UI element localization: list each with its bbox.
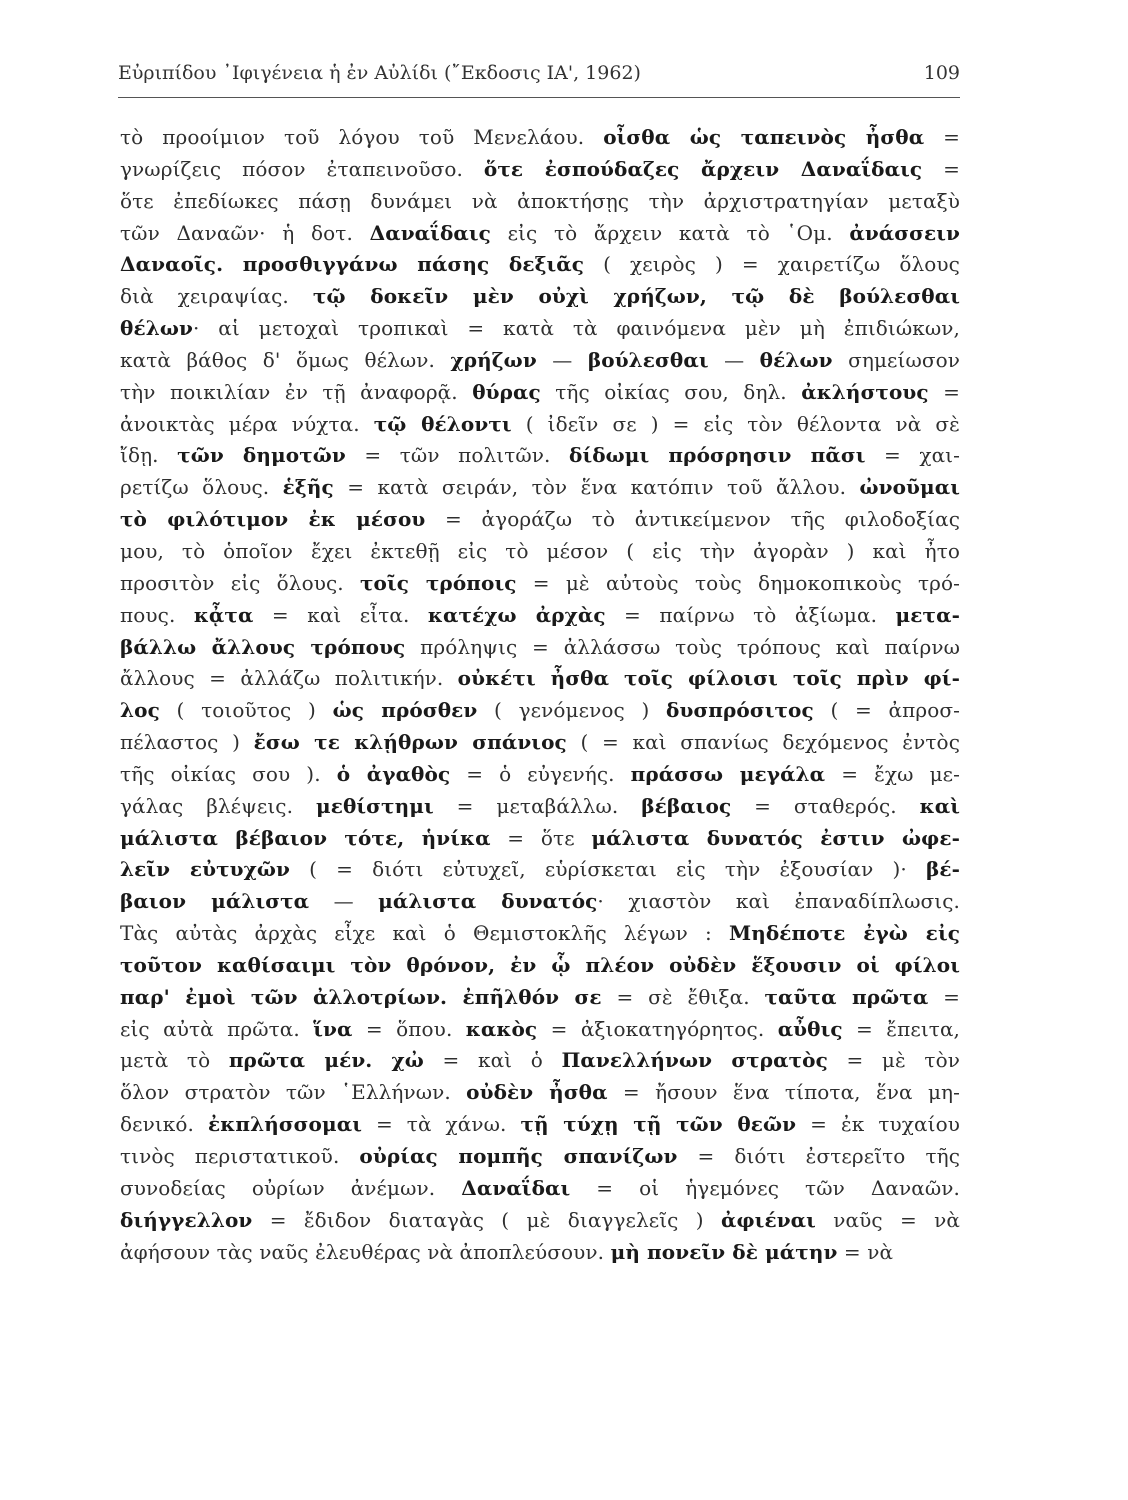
- lemma-term: διήγγελλον: [120, 1207, 253, 1232]
- lemma-term: ἀφιέναι: [720, 1207, 816, 1232]
- gloss-text: = ἔχω με-: [825, 761, 960, 786]
- lemma-term: Δαναοῖς. προσθιγγάνω πάσης δεξιᾶς: [120, 252, 585, 277]
- lemma-term: δίδωμι πρόσρησιν πᾶσι: [569, 443, 866, 468]
- lemma-term: ὅτε ἐσπούδαζες ἄρχειν Δαναΐδαις: [483, 156, 923, 181]
- lemma-term: τῶν δημοτῶν: [177, 443, 346, 468]
- gloss-text: ( = καὶ σπανίως δεχόμενος ἐντὸς: [566, 730, 960, 755]
- text-line: [120, 218, 960, 250]
- gloss-text: ( = ἀπροσ-: [813, 698, 960, 723]
- lemma-term: αὖθις: [777, 1016, 843, 1041]
- gloss-text: = ἀξιοκατηγόρητος.: [537, 1016, 778, 1041]
- lemma-term: τῷ θέλοντι: [373, 411, 512, 436]
- lemma-term: μάλιστα βέβαιον τότε, ἡνίκα: [120, 825, 491, 850]
- gloss-text: τῆς οἰκίας σου, δηλ.: [540, 379, 802, 404]
- text-line: [120, 122, 960, 154]
- text-line: [120, 950, 960, 982]
- lemma-term: ὠνοῦμαι: [859, 475, 960, 500]
- gloss-text: = μὲ αὐτοὺς τοὺς δημοκοπικοὺς τρό-: [516, 570, 960, 595]
- gloss-text: = οἱ ἡγεμόνες τῶν Δαναῶν.: [570, 1175, 960, 1200]
- gloss-text: =: [922, 156, 960, 181]
- lemma-term: βάλλω ἄλλους τρόπους: [120, 634, 406, 659]
- gloss-text: τῶν Δαναῶν· ἡ δοτ.: [120, 220, 370, 245]
- lemma-term: κακὸς: [465, 1016, 538, 1041]
- lemma-term: μὴ πονεῖν δὲ μάτην: [610, 1239, 838, 1264]
- text-line: [120, 1014, 960, 1046]
- gloss-text: = σὲ ἔθιξα.: [601, 984, 765, 1009]
- running-header: [118, 62, 960, 84]
- gloss-text: τῆς οἰκίας σου ).: [120, 761, 337, 786]
- gloss-text: σημείωσον: [832, 347, 960, 372]
- lemma-term: οὐκέτι ἦσθα τοῖς φίλοισι τοῖς πρὶν φί-: [457, 666, 960, 691]
- text-line: [120, 409, 960, 441]
- gloss-text: = ἐκ τυχαίου: [796, 1112, 960, 1137]
- gloss-text: ἀφήσουν τὰς ναῦς ἐλευθέρας νὰ ἀποπλεύσουν.: [120, 1239, 611, 1264]
- text-line: [120, 1173, 960, 1205]
- gloss-text: κατὰ βάθος δ' ὅμως θέλων.: [120, 347, 451, 372]
- gloss-text: γνωρίζεις πόσον ἐταπεινοῦσο.: [120, 156, 484, 181]
- text-line: [120, 568, 960, 600]
- text-line: [120, 695, 960, 727]
- gloss-text: ( χειρὸς ) = χαιρετίζω ὅλους: [584, 252, 960, 277]
- lemma-term: λεῖν εὐτυχῶν: [120, 857, 290, 882]
- lemma-term: θέλων: [120, 316, 193, 341]
- lemma-term: οὐρίας πομπῆς σπανίζων: [359, 1144, 678, 1168]
- header-rule: [118, 97, 960, 98]
- page-number: 109: [923, 62, 960, 84]
- gloss-text: γάλας βλέψεις.: [120, 793, 316, 818]
- lemma-term: μάλιστα δυνατός ἐστιν ὠφε-: [591, 825, 960, 850]
- text-line: [120, 504, 960, 536]
- lemma-term: ὡς πρόσθεν: [332, 698, 478, 723]
- gloss-text: ( γενόμενος ): [477, 698, 667, 723]
- lemma-term: ἑξῆς: [282, 475, 334, 500]
- gloss-text: πέλαστος ): [120, 730, 254, 755]
- gloss-text: = παίρνω τὸ ἀξίωμα.: [605, 602, 896, 627]
- lemma-term: πράσσω μεγάλα: [630, 761, 826, 786]
- gloss-text: ( = διότι εὐτυχεῖ, εὑρίσκεται εἰς τὴν ἐξουσίαν )·: [290, 857, 926, 882]
- gloss-text: διὰ χειραψίας.: [120, 284, 313, 309]
- gloss-text: =: [928, 984, 960, 1009]
- lemma-term: δυσπρόσιτος: [666, 698, 814, 723]
- lemma-term: βέβαιος: [641, 793, 732, 818]
- lemma-term: βέ-: [925, 857, 960, 882]
- lemma-term: ἀκλήστους: [801, 379, 929, 404]
- lemma-term: πρῶτα μέν. χὠ: [228, 1048, 424, 1073]
- lemma-term: κᾆτα: [193, 602, 254, 627]
- gloss-text: Τὰς αὐτὰς ἀρχὰς εἶχε καὶ ὁ Θεμιστοκλῆς λέγων :: [120, 921, 729, 946]
- gloss-text: = σταθερός.: [731, 793, 920, 818]
- text-line: [120, 345, 960, 377]
- gloss-text: = ἔδιδον διαταγὰς ( μὲ διαγγελεῖς ): [252, 1207, 721, 1232]
- gloss-text: —: [309, 889, 379, 914]
- gloss-text: = ὅπου.: [352, 1016, 466, 1041]
- lemma-term: μάλιστα δυνατός: [378, 889, 598, 914]
- text-line: [120, 1077, 960, 1109]
- text-line: [120, 886, 960, 918]
- gloss-text: = μὲ τὸν: [827, 1048, 960, 1073]
- lemma-term: τῇ τύχῃ τῇ τῶν θεῶν: [520, 1112, 797, 1137]
- gloss-text: προσιτὸν εἰς ὅλους.: [120, 570, 360, 595]
- text-line: [120, 249, 960, 281]
- lemma-term: ἔσω τε κλῄθρων σπάνιος: [253, 730, 567, 755]
- lemma-term: ἵνα: [313, 1016, 353, 1041]
- gloss-text: = ὅτε: [490, 825, 592, 850]
- text-line: [120, 759, 960, 791]
- text-line: [120, 854, 960, 886]
- gloss-text: —: [708, 347, 760, 372]
- commentary-text: [120, 122, 960, 1268]
- text-line: [120, 918, 960, 950]
- gloss-text: = διότι ἐστερεῖτο τῆς: [677, 1144, 960, 1168]
- text-line: [120, 536, 960, 568]
- gloss-text: = ὁ εὐγενής.: [450, 761, 631, 786]
- lemma-term: παρ' ἐμοὶ τῶν ἀλλοτρίων. ἐπῆλθόν σε: [120, 984, 602, 1009]
- gloss-text: = ἀγοράζω τὸ ἀντικείμενον τῆς φιλοδοξίας: [425, 507, 960, 532]
- gloss-text: · χιαστὸν καὶ ἐπαναδίπλωσις.: [597, 889, 960, 914]
- gloss-text: τὸ προοίμιον τοῦ λόγου τοῦ Μενελάου.: [120, 125, 604, 149]
- lemma-term: οἶσθα ὡς ταπεινὸς ἦσθα: [603, 125, 925, 149]
- text-line: [120, 1045, 960, 1077]
- text-line: [120, 313, 960, 345]
- text-line: [120, 281, 960, 313]
- text-line: [120, 472, 960, 504]
- gloss-text: ρετίζω ὅλους.: [120, 475, 283, 500]
- gloss-text: ἄλλους = ἀλλάζω πολιτικήν.: [120, 666, 458, 691]
- text-line: [120, 186, 960, 218]
- text-line: [120, 1237, 960, 1269]
- gloss-text: = καὶ ὁ: [423, 1048, 562, 1073]
- text-line: [120, 1109, 960, 1141]
- gloss-text: = χαι-: [865, 443, 960, 468]
- lemma-term: ἀνάσσειν: [849, 220, 960, 245]
- gloss-text: = ἤσουν ἕνα τίποτα, ἕνα μη-: [607, 1080, 960, 1105]
- gloss-text: τὴν ποικιλίαν ἐν τῇ ἀναφορᾷ.: [120, 379, 473, 404]
- lemma-term: τοῦτον καθίσαιμι τὸν θρόνον, ἐν ᾧ πλέον οὐδὲν ἕξουσιν οἱ φίλοι: [120, 952, 960, 977]
- gloss-text: = κατὰ σειράν, τὸν ἕνα κατόπιν τοῦ ἄλλου.: [333, 475, 860, 500]
- gloss-text: εἰς αὐτὰ πρῶτα.: [120, 1016, 314, 1041]
- lemma-term: ὁ ἀγαθὸς: [336, 761, 451, 786]
- gloss-text: εἰς τὸ ἄρχειν κατὰ τὸ ῾Ομ.: [490, 220, 850, 245]
- lemma-term: καὶ: [919, 793, 960, 818]
- lemma-term: λος: [120, 698, 160, 723]
- gloss-text: ( ἰδεῖν σε ) = εἰς τὸν θέλοντα νὰ σὲ: [511, 411, 960, 436]
- gloss-text: τινὸς περιστατικοῦ.: [120, 1144, 360, 1168]
- text-line: [120, 632, 960, 664]
- lemma-term: τὸ φιλότιμον ἐκ μέσου: [120, 507, 426, 532]
- gloss-text: ἴδῃ.: [120, 443, 178, 468]
- lemma-term: Πανελλήνων στρατὸς: [561, 1048, 828, 1073]
- lemma-term: οὐδὲν ἦσθα: [466, 1080, 608, 1105]
- gloss-text: πρόληψις = ἀλλάσσω τοὺς τρόπους καὶ παίρνω: [405, 634, 960, 659]
- gloss-text: ναῦς = νὰ: [815, 1207, 960, 1232]
- running-title: Εὐριπίδου ᾿Ιφιγένεια ἡ ἐν Αὐλίδι (῎Εκδοσις ΙΑ', 1962): [118, 62, 641, 84]
- gloss-text: ὅτε ἐπεδίωκες πάσῃ δυνάμει νὰ ἀποκτήσῃς τὴν ἀρχιστρατηγίαν μεταξὺ: [120, 188, 960, 213]
- lemma-term: βαιον μάλιστα: [120, 889, 310, 914]
- gloss-text: ἀνοικτὰς μέρα νύχτα.: [120, 411, 374, 436]
- gloss-text: =: [924, 125, 960, 149]
- gloss-text: = ἔπειτα,: [842, 1016, 960, 1041]
- gloss-text: = τὰ χάνω.: [361, 1112, 521, 1137]
- text-line: [120, 982, 960, 1014]
- lemma-term: μεθίστημι: [315, 793, 434, 818]
- lemma-term: Μηδέποτε ἐγὼ εἰς: [728, 921, 960, 946]
- lemma-term: ταῦτα πρῶτα: [764, 984, 929, 1009]
- text-line: [120, 791, 960, 823]
- text-line: [120, 663, 960, 695]
- gloss-text: πους.: [120, 602, 194, 627]
- text-line: [120, 823, 960, 855]
- lemma-term: τῷ δοκεῖν μὲν οὐχὶ χρήζων, τῷ δὲ βούλεσθαι: [312, 284, 960, 309]
- lemma-term: χρήζων: [450, 347, 537, 372]
- text-line: [120, 440, 960, 472]
- lemma-term: μετα-: [895, 602, 960, 627]
- lemma-term: κατέχω ἀρχὰς: [427, 602, 606, 627]
- gloss-text: = νὰ: [837, 1239, 894, 1264]
- lemma-term: Δαναΐδαις: [369, 220, 491, 245]
- gloss-text: συνοδείας οὐρίων ἀνέμων.: [120, 1175, 462, 1200]
- gloss-text: μετὰ τὸ: [120, 1048, 229, 1073]
- gloss-text: —: [536, 347, 588, 372]
- text-line: [120, 377, 960, 409]
- text-line: [120, 600, 960, 632]
- gloss-text: · αἱ μετοχαὶ τροπικαὶ = κατὰ τὰ φαινόμενα μὲν μὴ ἐπιδιώκων,: [192, 316, 960, 341]
- lemma-term: θύρας: [472, 379, 541, 404]
- gloss-text: = μεταβάλλω.: [433, 793, 642, 818]
- lemma-term: Δαναΐδαι: [461, 1175, 571, 1200]
- lemma-term: τοῖς τρόποις: [359, 570, 517, 595]
- text-line: [120, 727, 960, 759]
- gloss-text: =: [928, 379, 960, 404]
- gloss-text: δενικό.: [120, 1112, 208, 1137]
- text-line: [120, 154, 960, 186]
- lemma-term: θέλων: [759, 347, 833, 372]
- gloss-text: = τῶν πολιτῶν.: [345, 443, 569, 468]
- lemma-term: ἐκπλήσσομαι: [207, 1112, 362, 1137]
- gloss-text: ὅλον στρατὸν τῶν ῾Ελλήνων.: [120, 1080, 467, 1105]
- lemma-term: βούλεσθαι: [587, 347, 709, 372]
- text-line: [120, 1141, 960, 1173]
- gloss-text: ( τοιοῦτος ): [159, 698, 333, 723]
- text-line: [120, 1205, 960, 1237]
- gloss-text: μου, τὸ ὁποῖον ἔχει ἐκτεθῇ εἰς τὸ μέσον ( εἰς τὴν ἀγορὰν ) καὶ ἦτο: [120, 538, 960, 563]
- gloss-text: = καὶ εἶτα.: [253, 602, 428, 627]
